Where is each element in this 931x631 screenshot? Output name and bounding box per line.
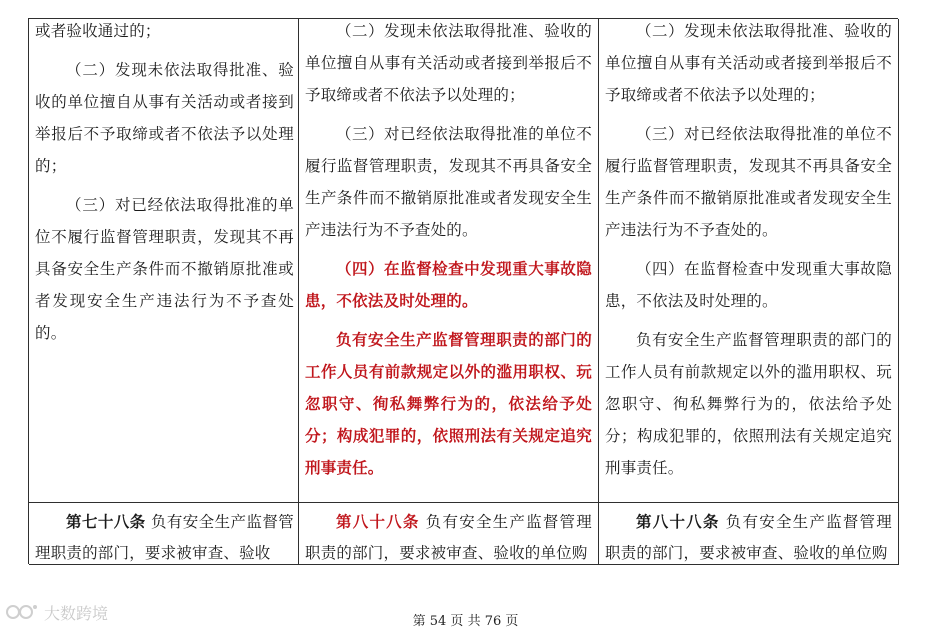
article-text: 负有安全生产监督管理职责的部门，要求被审查、验收的单位购 xyxy=(605,513,892,562)
comparison-table xyxy=(28,18,898,564)
article-text: 负有安全生产监督管理职责的部门，要求被审查、验收 xyxy=(35,513,294,562)
watermark-text: 大数跨境 xyxy=(44,603,109,623)
paragraph: （二）发现未依法取得批准、验收的单位擅自从事有关活动或者接到举报后不予取缔或者不依法予以处理的； xyxy=(605,22,892,104)
cell-row1-col3 xyxy=(599,19,899,503)
paragraph: （四）在监督检查中发现重大事故隐患，不依法及时处理的。 xyxy=(605,260,892,310)
highlighted-paragraph: 负有安全生产监督管理职责的部门的工作人员有前款规定以外的滥用职权、玩忽职守、徇私舞弊行为的，依法给予处分；构成犯罪的，依照刑法有关规定追究刑事责任。 xyxy=(305,330,592,477)
highlighted-paragraph: （四）在监督检查中发现重大事故隐患，不依法及时处理的。 xyxy=(305,259,592,310)
article-number: 第七十八条 xyxy=(66,512,146,531)
paragraph: 或者验收通过的； xyxy=(35,22,161,40)
article-paragraph xyxy=(35,506,294,565)
cell-row1-col1 xyxy=(29,19,299,503)
article-number: 第八十八条 xyxy=(636,512,720,531)
article-paragraph xyxy=(305,506,592,565)
paragraph: 负有安全生产监督管理职责的部门的工作人员有前款规定以外的滥用职权、玩忽职守、徇私舞弊行为的，依法给予处分；构成犯罪的，依照刑法有关规定追究刑事责任。 xyxy=(605,331,892,477)
cell-row2-col2 xyxy=(299,503,599,565)
paragraph: （三）对已经依法取得批准的单位不履行监督管理职责，发现其不再具备安全生产条件而不撤销原批准或者发现安全生产违法行为不予查处的。 xyxy=(605,125,892,239)
paragraph: （二）发现未依法取得批准、验收的单位擅自从事有关活动或者接到举报后不予取缔或者不依法予以处理的； xyxy=(35,61,294,175)
article-number: 第八十八条 xyxy=(336,512,420,531)
article-paragraph xyxy=(605,506,892,565)
article-text: 负有安全生产监督管理职责的部门，要求被审查、验收的单位购 xyxy=(305,513,592,562)
page-footer: 第 54 页 共 76 页 xyxy=(412,614,519,629)
paragraph: （二）发现未依法取得批准、验收的单位擅自从事有关活动或者接到举报后不予取缔或者不依法予以处理的； xyxy=(305,22,592,104)
paragraph: （三）对已经依法取得批准的单位不履行监督管理职责，发现其不再具备安全生产条件而不撤销原批准或者发现安全生产违法行为不予查处的。 xyxy=(35,196,294,342)
paragraph: （三）对已经依法取得批准的单位不履行监督管理职责，发现其不再具备安全生产条件而不撤销原批准或者发现安全生产违法行为不予查处的。 xyxy=(305,125,592,239)
cell-row2-col1 xyxy=(29,503,299,565)
cell-row2-col3 xyxy=(599,503,899,565)
cell-row1-col2 xyxy=(299,19,599,503)
